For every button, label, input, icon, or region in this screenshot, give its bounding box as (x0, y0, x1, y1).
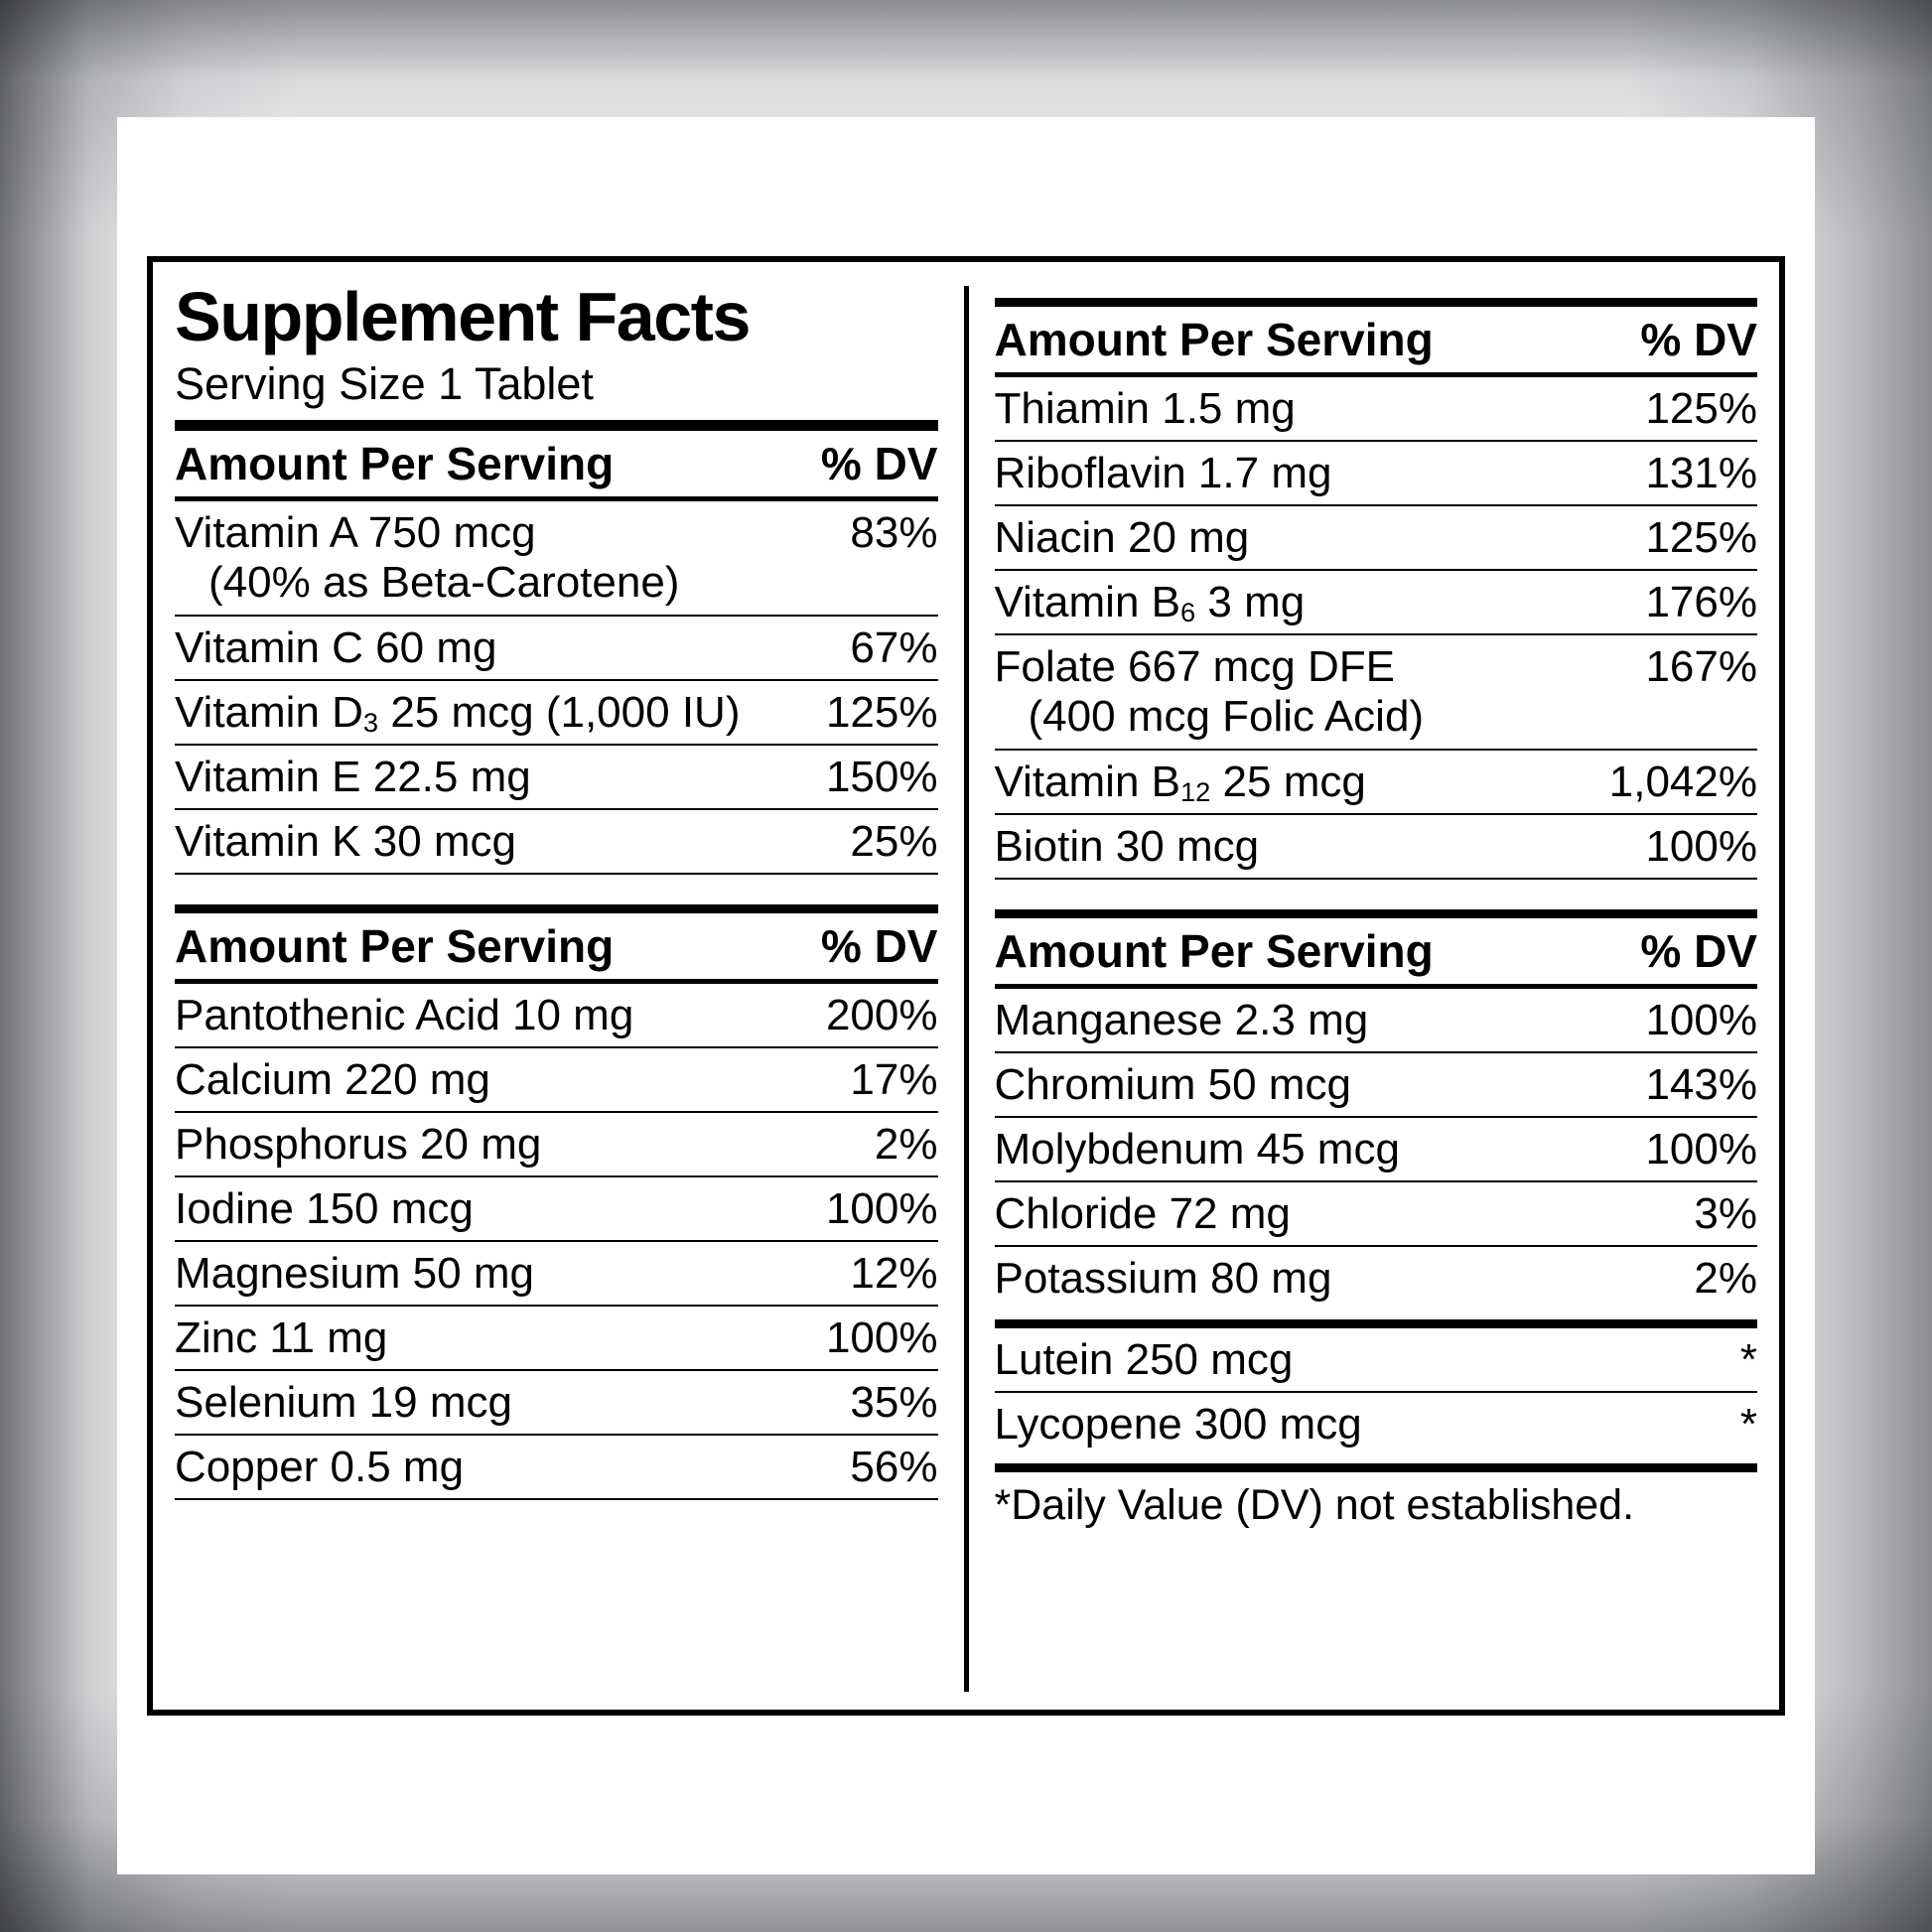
table-row (175, 1048, 938, 1111)
nutrient-dv: 200% (825, 991, 938, 1040)
nutrient-name: Vitamin A 750 mcg (175, 508, 536, 558)
nutrient-name: Chromium 50 mcg (994, 1060, 1351, 1109)
percent-dv-label: % DV (1640, 925, 1757, 977)
table-row (995, 377, 1758, 440)
nutrient-name: Iodine 150 mcg (175, 1184, 474, 1234)
nutrient-subtext: (40% as Beta-Carotene) (208, 558, 680, 608)
nutrient-name: Vitamin K 30 mcg (175, 817, 517, 867)
table-row (995, 751, 1758, 813)
nutrient-name: Vitamin C 60 mg (175, 623, 497, 673)
nutrient-name: Manganese 2.3 mg (994, 996, 1369, 1044)
nutrient-name: Thiamin 1.5 mg (994, 384, 1296, 433)
nutrient-name: Biotin 30 mcg (994, 822, 1260, 871)
nutrient-name: Vitamin $B_{12}$ 25 mcg (994, 758, 1366, 807)
panel-columns (153, 262, 1779, 1710)
nutrient-name: Zinc 11 mg (175, 1313, 388, 1363)
nutrient-name: Lycopene 300 mcg (994, 1400, 1362, 1449)
nutrient-dv: 35% (850, 1378, 938, 1428)
nutrient-name: Chloride 72 mg (994, 1189, 1291, 1238)
nutrient-name: Niacin 20 mg (994, 513, 1250, 562)
table-row (995, 635, 1758, 692)
table-row (995, 442, 1758, 504)
table-row (995, 506, 1758, 569)
divider-thick (995, 298, 1758, 307)
table-row (175, 617, 938, 679)
left-bottom-header (175, 913, 938, 979)
serving-size: Serving Size 1 Tablet (175, 358, 594, 410)
table-row (175, 1242, 938, 1305)
nutrient-dv: 2% (874, 1120, 938, 1170)
right-top-header (995, 307, 1758, 372)
table-row (175, 1113, 938, 1175)
percent-dv-label: % DV (1640, 314, 1757, 365)
nutrient-name: Vitamin $D_3$ 25 mcg (1,000 IU) (175, 688, 741, 739)
nutrient-name: Riboflavin 1.7 mg (994, 449, 1332, 497)
table-row (175, 501, 938, 558)
table-row (175, 1307, 938, 1369)
table-row (175, 984, 938, 1046)
amount-per-serving-label: Amount Per Serving (994, 314, 1434, 365)
percent-dv-label: % DV (820, 920, 938, 973)
nutrient-dv: * (1739, 1335, 1757, 1384)
table-row (175, 681, 938, 744)
table-row (175, 1436, 938, 1498)
nutrient-dv: 125% (825, 688, 938, 738)
amount-per-serving-label: Amount Per Serving (175, 438, 615, 490)
nutrient-name: Pantothenic Acid 10 mg (175, 991, 634, 1040)
nutrient-name: Phosphorus 20 mg (175, 1120, 542, 1170)
nutrient-dv: 83% (850, 508, 938, 558)
nutrient-dv: 56% (850, 1443, 938, 1492)
nutrient-dv: 176% (1645, 578, 1757, 626)
amount-per-serving-label: Amount Per Serving (175, 920, 615, 973)
divider-thick (995, 1319, 1758, 1328)
nutrient-dv: 125% (1645, 513, 1757, 562)
table-row (995, 1053, 1758, 1116)
page-title: Supplement Facts (175, 278, 750, 355)
table-row (175, 1371, 938, 1434)
nutrient-name: Molybdenum 45 mcg (994, 1125, 1400, 1173)
nutrient-name: Magnesium 50 mg (175, 1249, 534, 1299)
table-row (995, 571, 1758, 633)
nutrient-name: Copper 0.5 mg (175, 1443, 465, 1492)
left-column (175, 280, 964, 1700)
table-row (995, 989, 1758, 1051)
table-row (995, 1247, 1758, 1310)
nutrient-dv: 25% (850, 817, 938, 867)
nutrient-name: Vitamin $B_6$ 3 mg (994, 578, 1306, 627)
nutrient-dv: 12% (850, 1249, 938, 1299)
nutrient-dv: * (1739, 1400, 1757, 1449)
nutrient-name: Selenium 19 mcg (175, 1378, 512, 1428)
nutrient-dv: 67% (850, 623, 938, 673)
table-row (995, 1393, 1758, 1455)
section-gap (175, 875, 938, 904)
nutrient-subtext: (400 mcg Folic Acid) (1028, 692, 1425, 741)
section-gap (995, 880, 1758, 909)
nutrient-dv: 100% (1645, 1125, 1757, 1173)
amount-per-serving-label: Amount Per Serving (994, 925, 1434, 977)
nutrient-dv: 100% (1645, 822, 1757, 871)
divider-thick (995, 1463, 1758, 1472)
table-row (175, 746, 938, 808)
percent-dv-label: % DV (820, 438, 938, 490)
table-row (995, 1328, 1758, 1391)
supplement-facts-panel (147, 256, 1785, 1716)
table-row (995, 1182, 1758, 1245)
table-row (995, 815, 1758, 878)
nutrient-dv: 125% (1645, 384, 1757, 433)
table-row (175, 1177, 938, 1240)
nutrient-dv: 3% (1694, 1189, 1757, 1238)
table-row (995, 1118, 1758, 1180)
divider-thick (175, 904, 938, 913)
left-top-header (175, 431, 938, 496)
footnote: *Daily Value (DV) not established. (994, 1481, 1635, 1529)
nutrient-name: Potassium 80 mg (994, 1254, 1332, 1303)
right-bottom-header (995, 918, 1758, 984)
nutrient-dv: 17% (850, 1055, 938, 1105)
nutrient-dv: 2% (1694, 1254, 1757, 1303)
nutrient-dv: 131% (1645, 449, 1757, 497)
nutrient-dv: 150% (825, 753, 938, 802)
nutrient-name: Vitamin E 22.5 mg (175, 753, 531, 802)
nutrient-dv: 100% (1645, 996, 1757, 1044)
nutrient-dv: 100% (825, 1313, 938, 1363)
right-column (969, 280, 1758, 1700)
nutrient-dv: 100% (825, 1184, 938, 1234)
divider-thick (995, 909, 1758, 918)
nutrient-dv: 167% (1645, 642, 1757, 691)
nutrient-dv: 143% (1645, 1060, 1757, 1109)
nutrient-dv: 1,042% (1608, 758, 1757, 806)
nutrient-name: Calcium 220 mg (175, 1055, 490, 1105)
nutrient-name: Folate 667 mcg DFE (994, 642, 1395, 691)
table-row (175, 810, 938, 873)
divider-thick (175, 420, 938, 431)
nutrient-name: Lutein 250 mcg (994, 1335, 1294, 1384)
